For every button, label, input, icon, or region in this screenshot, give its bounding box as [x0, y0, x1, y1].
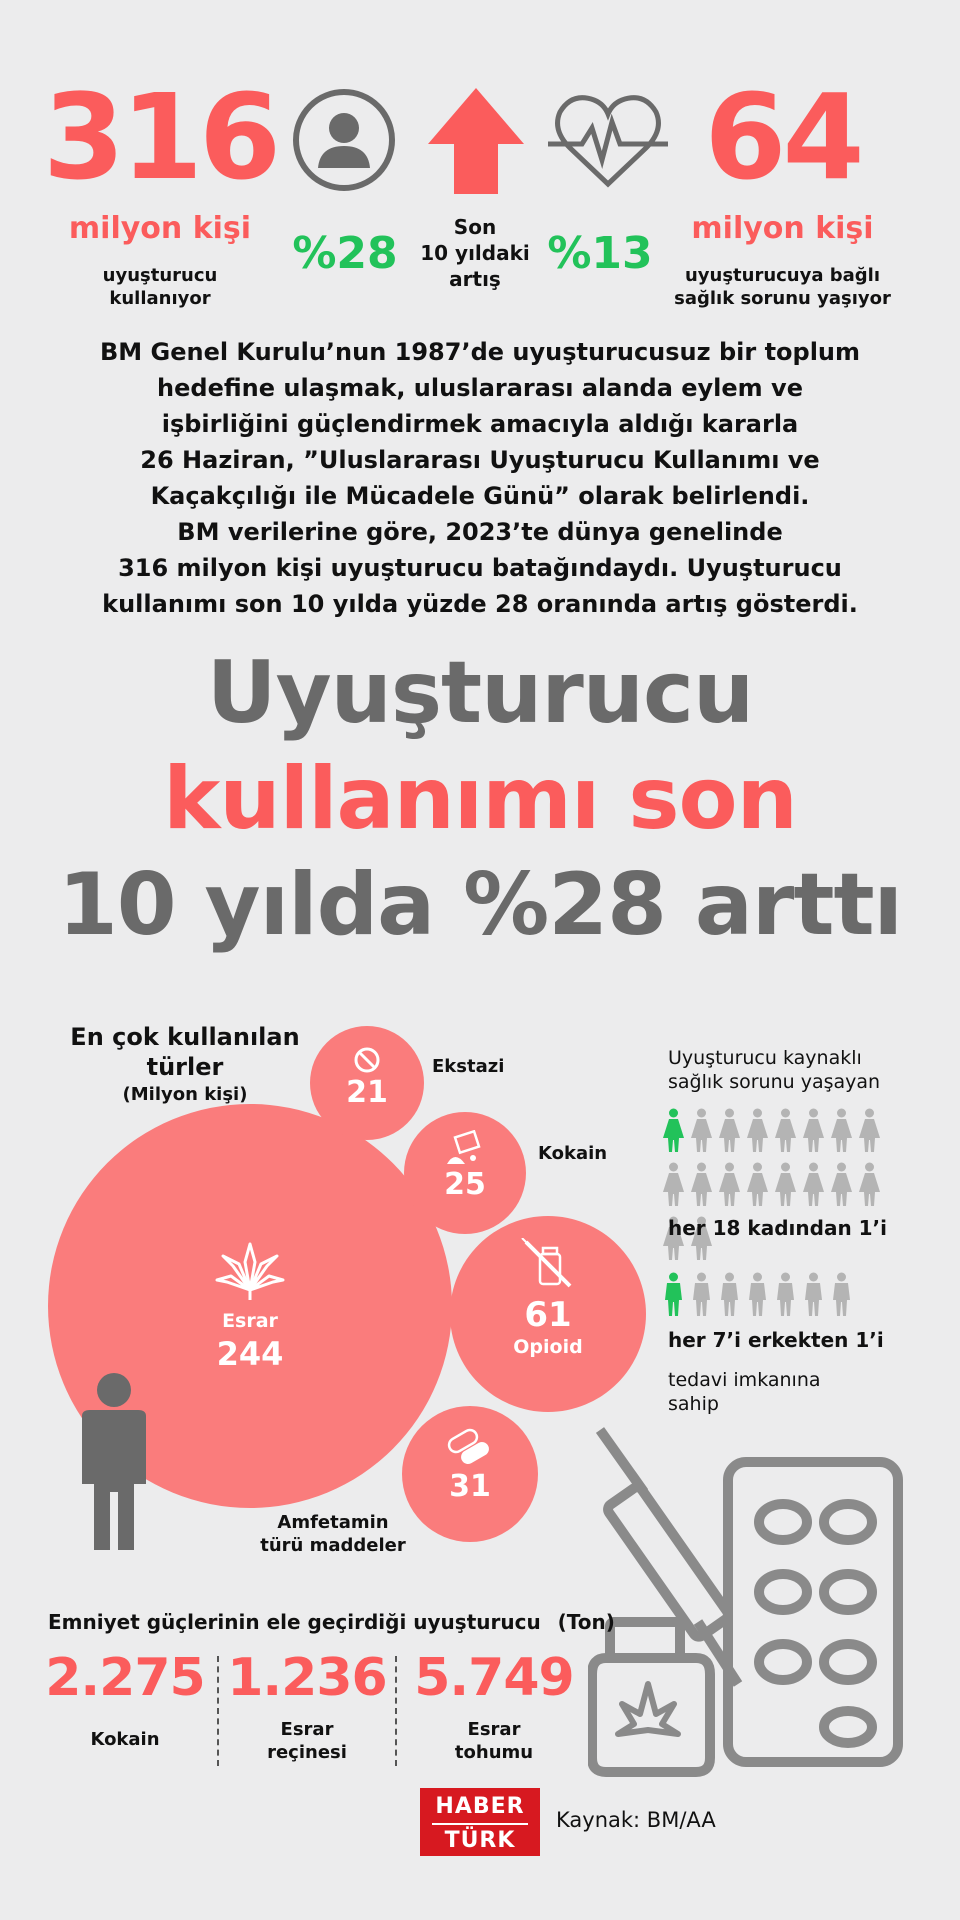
seizure-label-1: Kokain [90, 1729, 160, 1750]
arrow-up-icon [426, 86, 526, 200]
woman-icon [856, 1108, 883, 1152]
woman-icon [856, 1162, 883, 1206]
stat-users-block [40, 68, 280, 311]
bubble-kokain [404, 1112, 526, 1234]
headline-line-3: 10 yılda %28 arttı [57, 855, 903, 955]
logo-line-2: TÜRK [444, 1828, 516, 1853]
stat-health-number: 64 [704, 68, 861, 206]
man-icon [828, 1272, 855, 1316]
stat-users-caption-1: uyuşturucu [102, 265, 218, 286]
divider [395, 1656, 397, 1766]
user-icon [292, 88, 396, 196]
man-icon [716, 1272, 743, 1316]
label-ekstazi: Ekstazi [432, 1056, 505, 1077]
label-amfetamin-1: Amfetamin [277, 1512, 389, 1533]
pct-health-value: %13 [547, 228, 653, 279]
pill-icon [310, 1046, 424, 1078]
treatment-note [668, 1368, 821, 1416]
types-title-2: türler [146, 1053, 224, 1081]
divider [217, 1656, 219, 1766]
stat-health-caption-2: sağlık sorunu yaşıyor [674, 288, 891, 310]
headline [0, 640, 960, 958]
man-icon [688, 1272, 715, 1316]
bubble-kokain-value: 25 [444, 1167, 486, 1202]
bubble-ekstazi [310, 1026, 424, 1140]
seizure-item [222, 1648, 392, 1765]
arrow-caption-1: Son [453, 215, 497, 239]
man-icon [744, 1272, 771, 1316]
powder-bag-icon [404, 1130, 526, 1170]
label-kokain: Kokain [538, 1143, 608, 1164]
seizures-unit: (Ton) [557, 1610, 615, 1634]
arrow-caption-3: artış [449, 267, 501, 291]
headline-line-2: kullanımı son [163, 749, 797, 849]
bubble-amfetamin [402, 1406, 538, 1542]
types-subtitle: (Milyon kişi) [122, 1084, 248, 1105]
stat-users-number: 316 [42, 68, 278, 206]
source-text: Kaynak: BM/AA [556, 1808, 716, 1832]
seizures-title-text: Emniyet güçlerinin ele geçirdiği uyuşturucu [48, 1610, 541, 1634]
men-pictogram [660, 1272, 906, 1326]
paragraph-line: BM Genel Kurulu’nun 1987’de uyuşturucusuz bir toplum [99, 338, 861, 366]
bubble-ekstazi-value: 21 [346, 1075, 388, 1110]
haberturk-logo [420, 1788, 540, 1856]
paragraph-line: 26 Haziran, ”Uluslararası Uyuşturucu Kullanımı ve [140, 446, 820, 474]
paragraph-line: Kaçakçılığı ile Mücadele Günü” olarak belirlendi. [150, 482, 810, 510]
paragraph-line: BM verilerine göre, 2023’te dünya genelinde [177, 518, 783, 546]
stat-users-caption-2: kullanıyor [109, 288, 211, 310]
man-icon [660, 1272, 687, 1316]
seizure-value: 1.236 [227, 1648, 387, 1708]
woman-icon [800, 1108, 827, 1152]
woman-icon [744, 1162, 771, 1206]
seizure-label-1: Esrar [280, 1719, 334, 1740]
woman-icon [828, 1162, 855, 1206]
cannabis-leaf-icon [48, 1242, 452, 1306]
seizure-value: 2.275 [45, 1648, 205, 1708]
bubble-esrar-value: 244 [216, 1335, 284, 1373]
man-icon [772, 1272, 799, 1316]
woman-icon [828, 1108, 855, 1152]
person-silhouette-icon [66, 1372, 162, 1556]
woman-icon [688, 1108, 715, 1152]
woman-icon [744, 1108, 771, 1152]
woman-icon [800, 1162, 827, 1206]
bubble-esrar-label: Esrar [222, 1310, 278, 1332]
treatment-title [668, 1046, 880, 1094]
woman-icon [772, 1108, 799, 1152]
women-ratio-text: her 18 kadından 1’i [668, 1216, 888, 1240]
seizure-item [404, 1648, 584, 1765]
paragraph-line: 316 milyon kişi uyuşturucu batağındaydı. Uyuşturucu [118, 554, 842, 582]
seizure-label-2: reçinesi [267, 1742, 347, 1764]
headline-line-1: Uyuşturucu [206, 643, 754, 743]
syringe-bottle-icon [450, 1238, 646, 1294]
stat-health-caption-1: uyuşturucuya bağlı [684, 265, 881, 286]
woman-icon [660, 1108, 687, 1152]
types-title [50, 1022, 320, 1105]
intro-paragraph [30, 334, 930, 622]
treatment-note-2: sahip [668, 1393, 719, 1415]
women-pictogram [660, 1108, 906, 1270]
seizure-value: 5.749 [414, 1648, 574, 1708]
woman-icon [688, 1162, 715, 1206]
seizure-label-2: tohumu [454, 1742, 534, 1764]
bubble-opioid-value: 61 [524, 1295, 572, 1335]
drug-equipment-illustration-icon [588, 1422, 918, 1786]
pct-increase-value: %28 [292, 228, 398, 279]
label-amfetamin [258, 1512, 408, 1557]
seizure-label-1: Esrar [467, 1719, 521, 1740]
paragraph-line: hedefine ulaşmak, uluslararası alanda eylem ve [157, 374, 803, 402]
stat-health-block [660, 68, 905, 311]
heartbeat-icon [548, 92, 668, 196]
men-ratio-text: her 7’i erkekten 1’i [668, 1328, 884, 1352]
woman-icon [716, 1108, 743, 1152]
stat-health-unit: milyon kişi [691, 211, 874, 246]
treatment-title-2: sağlık sorunu yaşayan [668, 1071, 881, 1093]
woman-icon [716, 1162, 743, 1206]
seizures-title [48, 1610, 615, 1634]
bubble-opioid [450, 1216, 646, 1412]
woman-icon [660, 1162, 687, 1206]
logo-line-1: HABER [435, 1794, 525, 1819]
seizure-item [40, 1648, 210, 1751]
capsules-icon [402, 1424, 538, 1472]
stat-users-unit: milyon kişi [68, 211, 252, 246]
treatment-note-1: tedavi imkanına [668, 1369, 821, 1391]
bubble-amfetamin-value: 31 [449, 1469, 491, 1504]
label-amfetamin-2: türü maddeler [260, 1534, 406, 1556]
arrow-caption-2: 10 yıldaki [420, 241, 530, 265]
paragraph-line: kullanımı son 10 yılda yüzde 28 oranında artış gösterdi. [102, 590, 858, 618]
arrow-caption [400, 214, 550, 292]
man-icon [800, 1272, 827, 1316]
logo-rule [432, 1823, 528, 1825]
paragraph-line: işbirliğini güçlendirmek amacıyla aldığı kararla [161, 410, 799, 438]
treatment-title-1: Uyuşturucu kaynaklı [668, 1047, 862, 1069]
woman-icon [772, 1162, 799, 1206]
bubble-opioid-label: Opioid [513, 1336, 583, 1358]
types-title-1: En çok kullanılan [70, 1023, 300, 1051]
